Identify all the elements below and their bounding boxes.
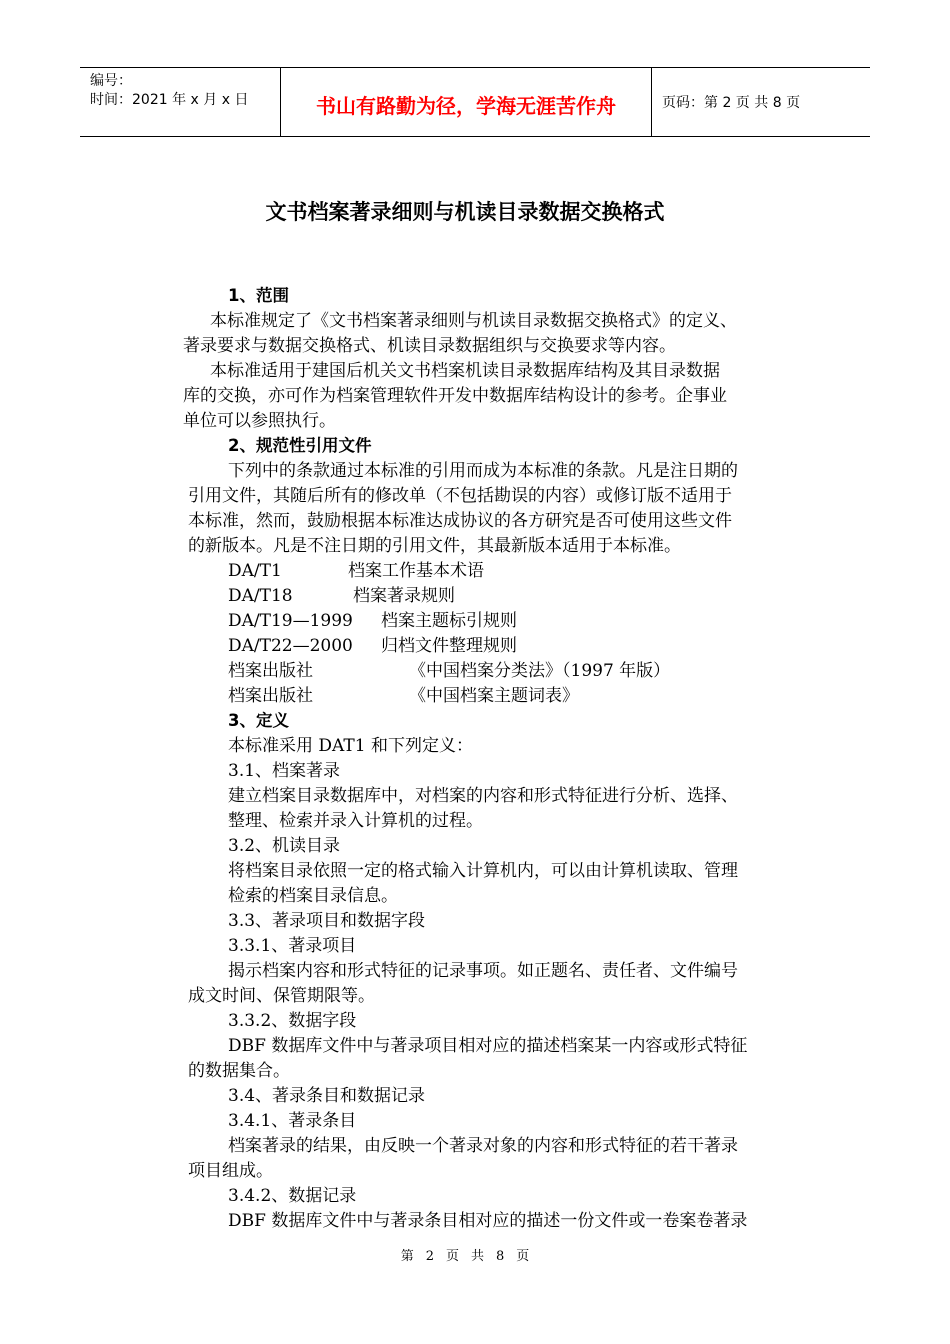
- paragraph-line: 本标准采用 DAT1 和下列定义：: [228, 736, 473, 756]
- section-heading: 2、规范性引用文件: [228, 436, 372, 455]
- reference-code: 档案出版社: [228, 686, 313, 706]
- paragraph-line: 将档案目录依照一定的格式输入计算机内，可以由计算机读取、管理: [228, 861, 738, 881]
- motto: 书山有路勤为径，学海无涯苦作舟: [316, 94, 616, 118]
- reference-code: DA/T1: [228, 561, 282, 581]
- reference-name: 档案主题标引规则: [381, 611, 517, 631]
- paragraph-line: 的数据集合。: [188, 1061, 290, 1081]
- paragraph-line: 档案著录的结果，由反映一个著录对象的内容和形式特征的若干著录: [228, 1136, 738, 1156]
- paragraph-line: 下列中的条款通过本标准的引用而成为本标准的条款。凡是注日期的: [228, 461, 738, 481]
- subsection-heading: 3.3、著录项目和数据字段: [228, 911, 426, 931]
- header-cell-page: [652, 68, 870, 136]
- time-label: 时间：2021 年 x 月 x 日: [90, 92, 249, 108]
- footer-text: 第: [400, 1249, 414, 1264]
- subsection-heading: 3.3.2、数据字段: [228, 1011, 357, 1031]
- paragraph-line: 著录要求与数据交换格式、机读目录数据组织与交换要求等内容。: [183, 336, 676, 356]
- paragraph-line: 检索的档案目录信息。: [228, 886, 398, 906]
- page-footer: [0, 1245, 930, 1264]
- reference-code: 档案出版社: [228, 661, 313, 681]
- header-cell-info: [80, 68, 281, 136]
- reference-name: 《中国档案主题词表》: [409, 686, 579, 706]
- page-info: 页码：第 2 页 共 8 页: [662, 95, 801, 111]
- footer-total-pages: 8: [496, 1249, 505, 1264]
- paragraph-line: 整理、检索并录入计算机的过程。: [228, 811, 483, 831]
- paragraph-line: DBF 数据库文件中与著录项目相对应的描述档案某一内容或形式特征: [228, 1036, 748, 1056]
- paragraph-line: 项目组成。: [188, 1161, 273, 1181]
- subsection-heading: 3.4.1、著录条目: [228, 1111, 357, 1131]
- paragraph-line: 引用文件，其随后所有的修改单（不包括勘误的内容）或修订版不适用于: [188, 486, 732, 506]
- reference-name: 归档文件整理规则: [381, 636, 517, 656]
- header-cell-motto: [281, 68, 652, 136]
- section-heading: 3、定义: [228, 711, 289, 730]
- reference-code: DA/T19—1999: [228, 611, 353, 631]
- footer-text: 页: [445, 1249, 459, 1264]
- reference-name: 档案著录规则: [353, 586, 455, 606]
- subsection-heading: 3.3.1、著录项目: [228, 936, 357, 956]
- paragraph-line: 本标准规定了《文书档案著录细则与机读目录数据交换格式》的定义、: [210, 311, 737, 331]
- paragraph-line: 成文时间、保管期限等。: [188, 986, 375, 1006]
- reference-code: DA/T22—2000: [228, 636, 353, 656]
- paragraph-line: DBF 数据库文件中与著录条目相对应的描述一份文件或一卷案卷著录: [228, 1211, 748, 1231]
- header-table: [80, 67, 870, 137]
- reference-name: 《中国档案分类法》（1997 年版）: [409, 661, 671, 681]
- paragraph-line: 单位可以参照执行。: [183, 411, 336, 431]
- paragraph-line: 库的交换，亦可作为档案管理软件开发中数据库结构设计的参考。企事业: [183, 386, 727, 406]
- paragraph-line: 的新版本。凡是不注日期的引用文件，其最新版本适用于本标准。: [188, 536, 681, 556]
- subsection-heading: 3.4.2、数据记录: [228, 1186, 357, 1206]
- code-label: 编号：: [90, 73, 132, 89]
- subsection-heading: 3.4、著录条目和数据记录: [228, 1086, 426, 1106]
- footer-page-number: 2: [425, 1249, 434, 1264]
- paragraph-line: 揭示档案内容和形式特征的记录事项。如正题名、责任者、文件编号: [228, 961, 738, 981]
- paragraph-line: 本标准，然而，鼓励根据本标准达成协议的各方研究是否可使用这些文件: [188, 511, 732, 531]
- document-title: 文书档案著录细则与机读目录数据交换格式: [265, 200, 665, 224]
- footer-text: 页: [516, 1249, 530, 1264]
- subsection-heading: 3.2、机读目录: [228, 836, 341, 856]
- paragraph-line: 建立档案目录数据库中，对档案的内容和形式特征进行分析、选择、: [228, 786, 738, 806]
- section-heading: 1、范围: [228, 286, 289, 305]
- subsection-heading: 3.1、档案著录: [228, 761, 341, 781]
- reference-code: DA/T18: [228, 586, 293, 606]
- footer-text: 共: [471, 1249, 485, 1264]
- paragraph-line: 本标准适用于建国后机关文书档案机读目录数据库结构及其目录数据: [210, 361, 720, 381]
- reference-name: 档案工作基本术语: [348, 561, 484, 581]
